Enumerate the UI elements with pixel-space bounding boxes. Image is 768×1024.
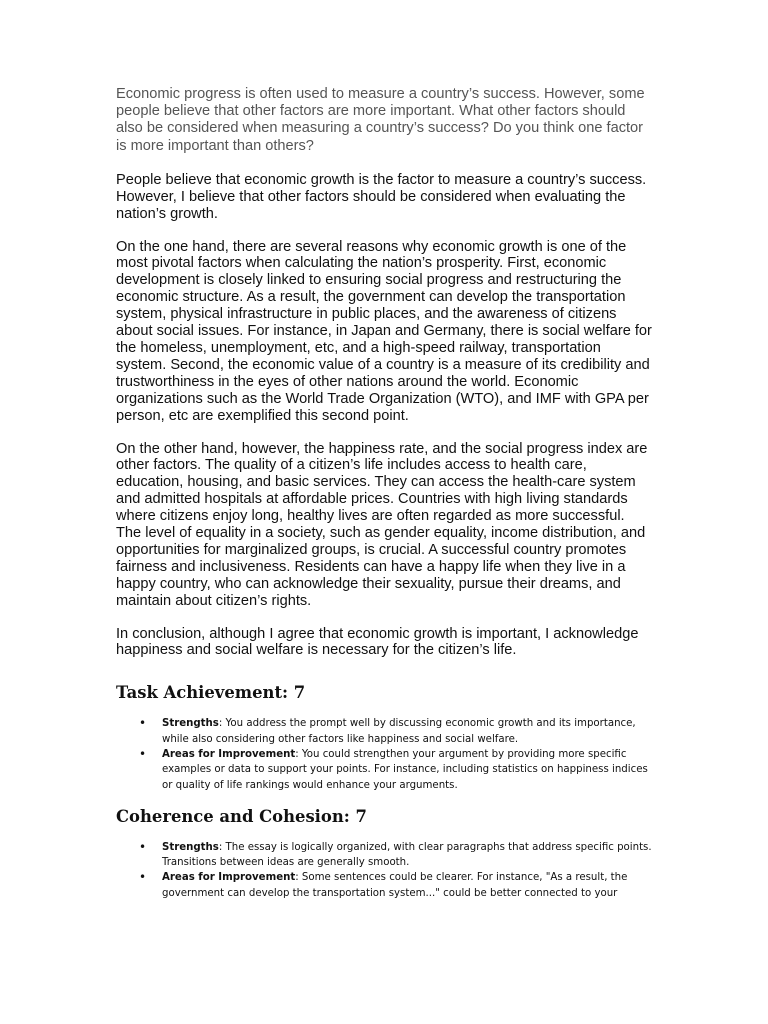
feedback-list-item <box>162 870 652 901</box>
essay-body-paragraph-2: On the other hand, however, the happiness rate, and the social progress index are other factors. The quality of a citizen’s life includes access to health care, education, housing, and basic services. They can access the health-care system and admitted hospitals at affordable prices. Countries with high living standards where citizens enjoy long, healthy lives are often regarded as more successful. The level of equality in a society, such as gender equality, income distribution, and opportunities for marginalized groups, is crucial. A successful country promotes fairness and inclusiveness. Residents can have a happy life when they live in a happy country, who can acknowledge their sexuality, pursue their dreams, and maintain about citizen’s rights. <box>116 440 648 609</box>
essay-body-paragraph-1: On the one hand, there are several reasons why economic growth is one of the most pivotal factors when calculating the nation’s prosperity. First, economic development is closely linked to ensuring social progress and restructuring the economic structure. As a result, the government can develop the transportation system, physical infrastructure in public places, and the awareness of citizens about social issues. For instance, in Japan and Germany, there is social welfare for the homeless, unemployment, etc, and a high-speed railway, transportation system. Second, the economic value of a country is a measure of its credibility and trustworthiness in the eyes of other nations around the world. Economic organizations such as the World Trade Organization (WTO), and IMF with GPA per person, etc are exemplified this second point. <box>116 238 652 424</box>
feedback-term: Strengths <box>162 718 219 730</box>
coherence-cohesion-feedback-list <box>116 840 652 901</box>
coherence-cohesion-heading: Coherence and Cohesion: 7 <box>116 806 367 826</box>
feedback-list-item <box>162 747 652 793</box>
essay-prompt: Economic progress is often used to measure a country’s success. However, some people believe that other factors are more important. What other factors should also be considered when measuring a country’s success? Do you think one factor is more important than others? <box>116 86 645 154</box>
essay-intro-paragraph: People believe that economic growth is the factor to measure a country’s success. However, I believe that other factors should be considered when evaluating the nation’s growth. <box>116 171 647 222</box>
feedback-text: : Some sentences could be clearer. For instance, "As a result, the government can develop the transportation system..." could be better connected to your <box>162 872 628 899</box>
feedback-text: : You could strengthen your argument by providing more specific examples or data to support your points. For instance, including statistics on happiness indices or quality of life rankings would enhance your arguments. <box>162 748 648 791</box>
feedback-term: Areas for Improvement <box>162 872 296 884</box>
feedback-list-item <box>162 840 652 871</box>
feedback-term: Strengths <box>162 841 219 853</box>
task-achievement-heading: Task Achievement: 7 <box>116 683 306 703</box>
feedback-list-item <box>162 716 652 747</box>
task-achievement-feedback-list <box>116 716 652 792</box>
feedback-term: Areas for Improvement <box>162 748 296 760</box>
document-page <box>116 86 652 901</box>
essay-conclusion-paragraph: In conclusion, although I agree that economic growth is important, I acknowledge happiness and social welfare is necessary for the citizen’s life. <box>116 625 639 659</box>
feedback-text: : You address the prompt well by discussing economic growth and its importance, while also considering other factors like happiness and social welfare. <box>162 718 636 745</box>
feedback-text: : The essay is logically organized, with clear paragraphs that address specific points. Transitions between ideas are generally smooth. <box>162 841 652 869</box>
